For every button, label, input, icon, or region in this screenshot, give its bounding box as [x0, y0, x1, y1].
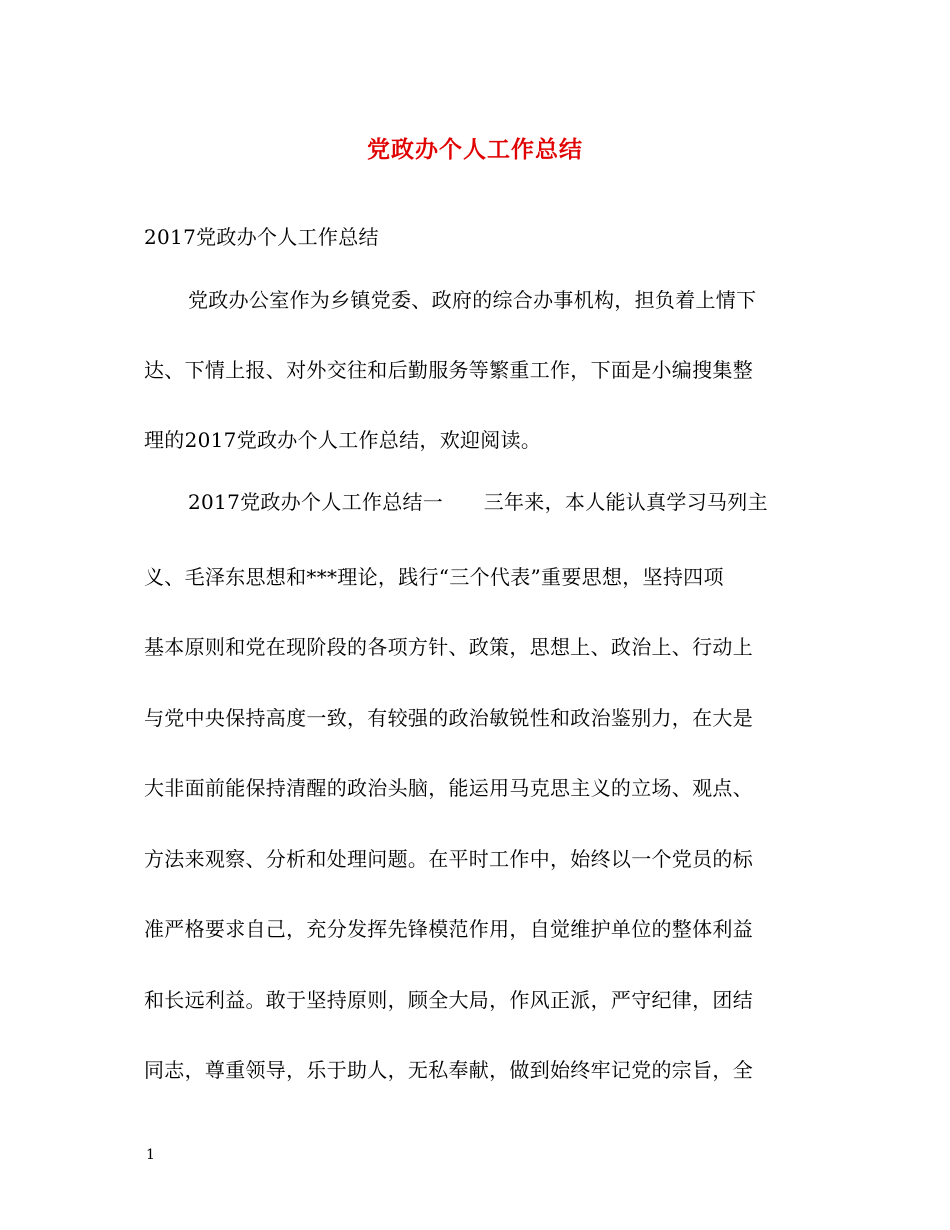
paragraph-line: 准严格要求自己，充分发挥先锋模范作用，自觉维护单位的整体利益 [144, 917, 753, 941]
document-title: 党政办个人工作总结 [367, 136, 583, 163]
paragraph-line: 理的2017党政办个人工作总结，欢迎阅读。 [144, 428, 542, 452]
paragraph-line: 和长远利益。敢于坚持原则，顾全大局，作风正派，严守纪律，团结 [144, 988, 753, 1012]
paragraph-line: 与党中央保持高度一致，有较强的政治敏锐性和政治鉴别力，在大是 [144, 706, 753, 730]
paragraph-line: 同志，尊重领导，乐于助人，无私奉献，做到始终牢记党的宗旨，全 [144, 1058, 753, 1082]
document-subtitle: 2017党政办个人工作总结 [144, 225, 379, 249]
page-number: 1 [146, 1147, 155, 1163]
paragraph-line: 党政办公室作为乡镇党委、政府的综合办事机构，担负着上情下 [188, 288, 757, 312]
paragraph-line: 2017党政办个人工作总结一 三年来，本人能认真学习马列主 [188, 490, 768, 514]
paragraph-line: 义、毛泽东思想和***理论，践行“三个代表”重要思想，坚持四项 [144, 565, 724, 589]
paragraph-line: 达、下情上报、对外交往和后勤服务等繁重工作，下面是小编搜集整 [144, 358, 753, 382]
paragraph-line: 方法来观察、分析和处理问题。在平时工作中，始终以一个党员的标 [144, 847, 753, 871]
paragraph-line: 基本原则和党在现阶段的各项方针、政策，思想上、政治上、行动上 [144, 635, 753, 659]
paragraph-line: 大非面前能保持清醒的政治头脑，能运用马克思主义的立场、观点、 [144, 776, 753, 800]
